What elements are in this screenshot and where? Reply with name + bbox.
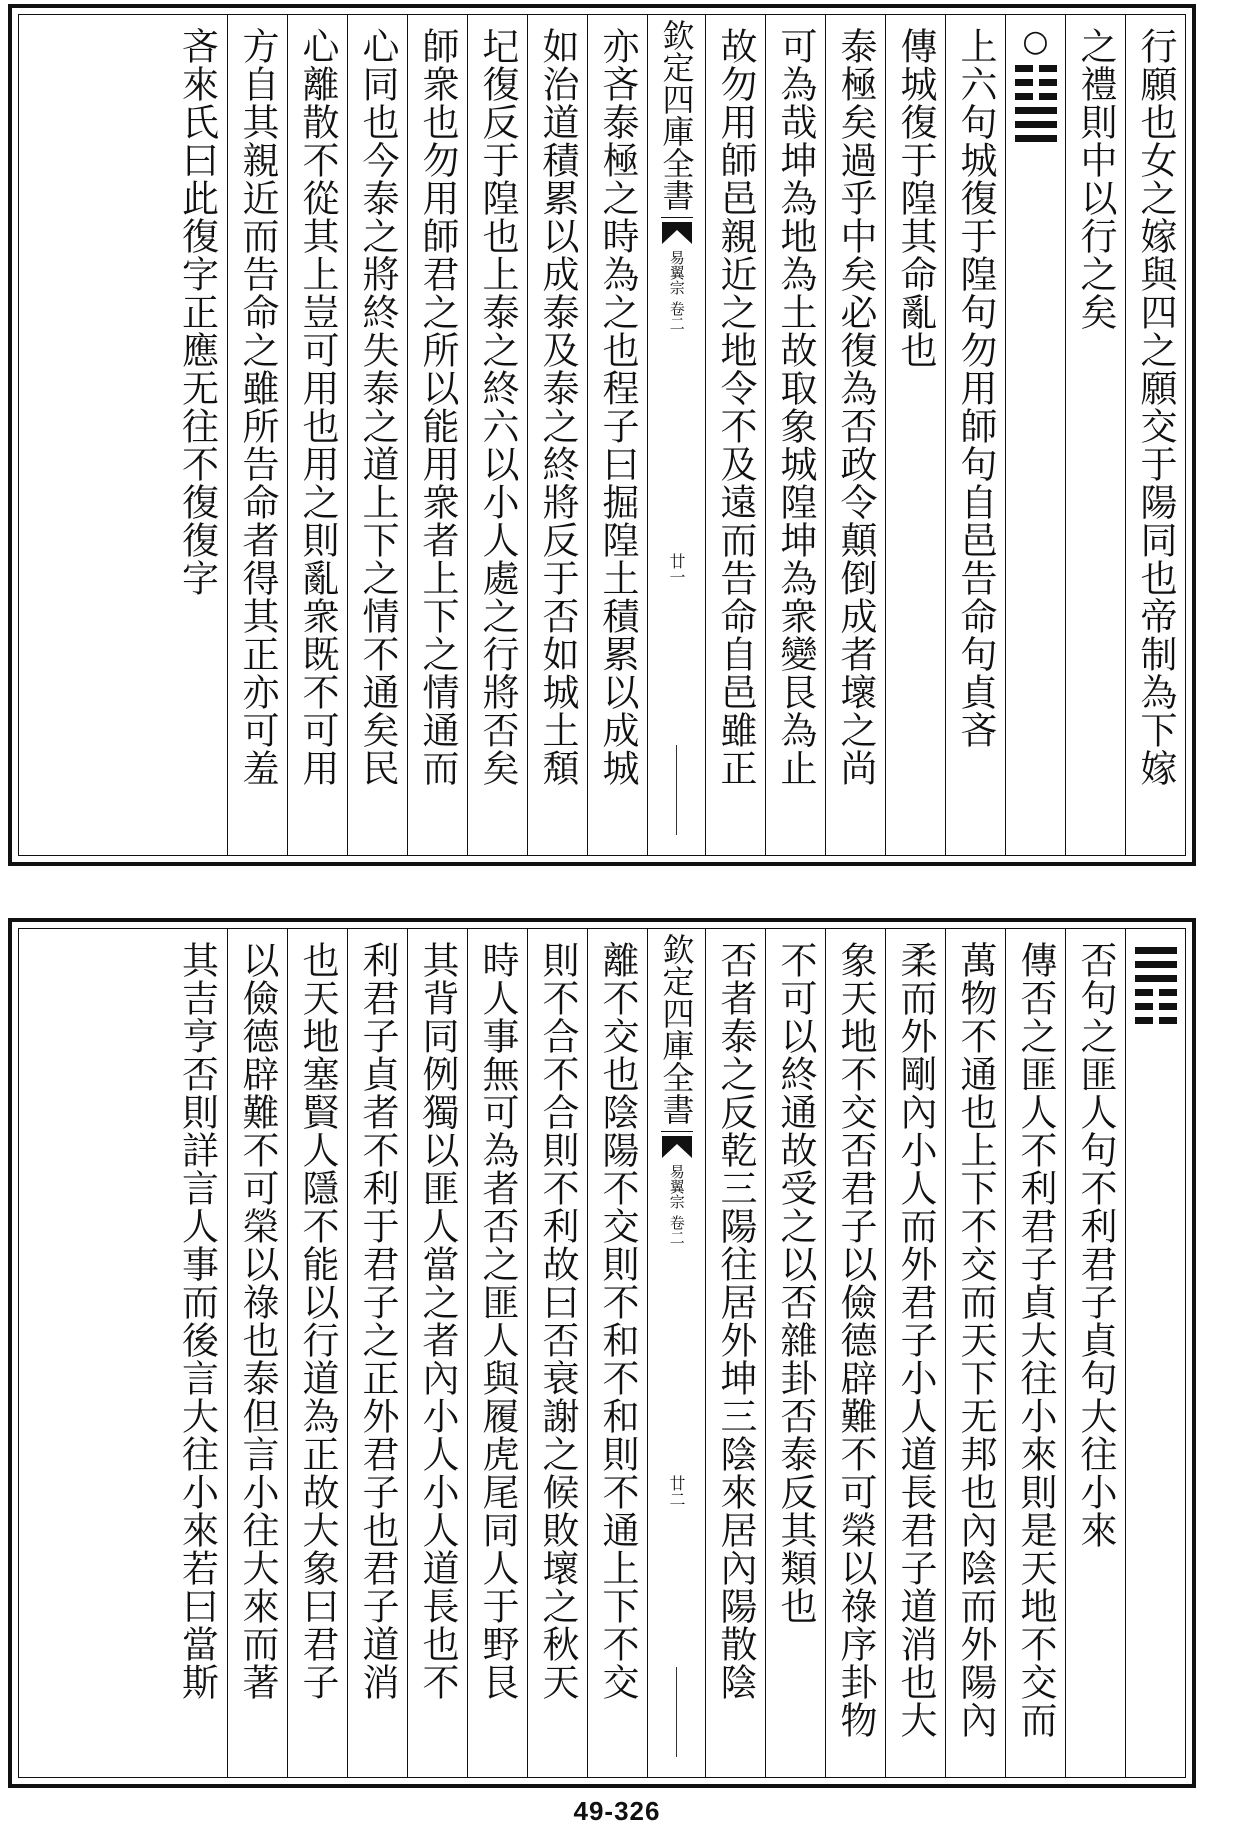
text-column: 象天地不交否君子以儉德辟難不可榮以祿序卦物 [825, 929, 885, 1777]
text-column: 傳城復于隍其命亂也 [885, 15, 945, 855]
text-column: 可為哉坤為地為土故取象城隍坤為衆變艮為止 [765, 15, 825, 855]
text-column: 行願也女之嫁與四之願交于陽同也帝制為下嫁 [1125, 15, 1185, 855]
text-column: 傳否之匪人不利君子貞大往小來則是天地不交而 [1005, 929, 1065, 1777]
text-column: 也天地塞賢人隱不能以行道為正故大象曰君子 [287, 929, 347, 1777]
text-column: 方自其親近而告命之雖所告命者得其正亦可羞 [227, 15, 287, 855]
text-column: 其背同例獨以匪人當之者內小人小人道長也不 [407, 929, 467, 1777]
text-column: 師衆也勿用師君之所以能用衆者上下之情通而 [407, 15, 467, 855]
text-column: 圮復反于隍也上泰之終六以小人處之行將否矣 [467, 15, 527, 855]
page-reference: 49-326 [573, 1796, 661, 1826]
text-column: 時人事無可為者否之匪人與履虎尾同人于野艮 [467, 929, 527, 1777]
hexagram-column [1125, 929, 1185, 1777]
text-column: 以儉德辟難不可榮以祿也泰但言小往大來而著 [227, 929, 287, 1777]
text-column: 故勿用師邑親近之地令不及遠而告命自邑雖正 [705, 15, 765, 855]
book-title: 欽定四庫全書 [661, 19, 693, 218]
text-column: 泰極矣過乎中矣必復為否政令顛倒成者壞之尚 [825, 15, 885, 855]
text-column: 上六句城復于隍句勿用師句自邑告命句貞吝 [945, 15, 1005, 855]
text-column: 如治道積累以成泰及泰之終將反于否如城土頽 [527, 15, 587, 855]
hexagram-column [1005, 15, 1065, 855]
lower-page-frame [18, 928, 1186, 1778]
text-column: 吝來氏曰此復字正應无往不復復字 [175, 27, 219, 597]
hexagram-pi-icon [1135, 947, 1177, 1024]
text-column: 否句之匪人句不利君子貞句大往小來 [1065, 929, 1125, 1777]
book-title: 欽定四庫全書 [661, 933, 693, 1132]
gutter-page-number: 廿二 [667, 1475, 686, 1507]
gutter-author: 易翼宗 [667, 1164, 686, 1209]
center-gutter [647, 15, 705, 855]
gutter-author: 易翼宗 [667, 250, 686, 295]
text-column: 心同也今泰之將終失泰之道上下之情不通矣民 [347, 15, 407, 855]
fish-tail-mark-icon [662, 222, 692, 244]
gutter-volume: 卷二 [667, 1215, 686, 1245]
text-column: 亦吝泰極之時為之也程子曰掘隍土積累以成城 [587, 15, 647, 855]
lower-page [8, 918, 1196, 1788]
upper-page [8, 4, 1196, 866]
text-column: 否者泰之反乾三陽往居外坤三陰來居內陽散陰 [705, 929, 765, 1777]
text-column: 離不交也陰陽不交則不和不和則不通上下不交 [587, 929, 647, 1777]
upper-page-frame [18, 14, 1186, 856]
gutter-page-number: 廿一 [667, 553, 686, 585]
text-column: 利君子貞者不利于君子之正外君子也君子道消 [347, 929, 407, 1777]
circle-mark-icon: ○ [1022, 24, 1049, 59]
gutter-rule [676, 1667, 677, 1757]
text-column: 心離散不從其上豈可用也用之則亂衆既不可用 [287, 15, 347, 855]
fish-tail-mark-icon [662, 1136, 692, 1158]
text-column: 不可以終通故受之以否雜卦否泰反其類也 [765, 929, 825, 1777]
hexagram-tai-icon [1015, 65, 1057, 142]
text-column: 之禮則中以行之矣 [1065, 15, 1125, 855]
text-column: 其吉亨否則詳言人事而後言大往小來若曰當斯 [175, 941, 219, 1701]
text-column: 則不合不合則不利故曰否衰謝之候敗壞之秋天 [527, 929, 587, 1777]
text-column: 萬物不通也上下不交而天下无邦也內陰而外陽內 [945, 929, 1005, 1777]
center-gutter [647, 929, 705, 1777]
text-column: 柔而外剛內小人而外君子小人道長君子道消也大 [885, 929, 945, 1777]
gutter-rule [676, 745, 677, 835]
gutter-volume: 卷二 [667, 301, 686, 331]
